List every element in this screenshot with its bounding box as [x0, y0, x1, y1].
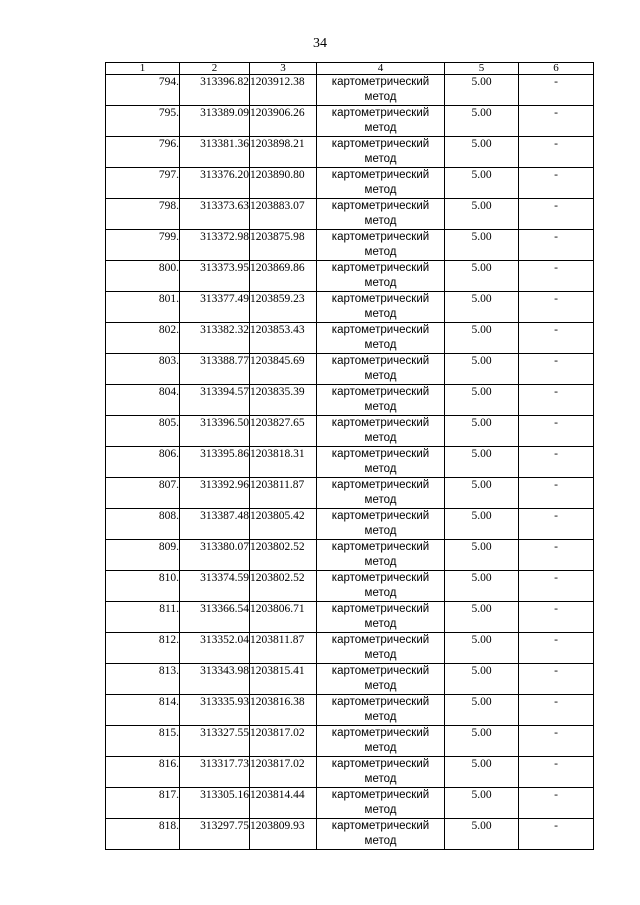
- table-row: [106, 695, 594, 726]
- accuracy-cell: 5.00: [445, 75, 519, 106]
- table-row: [106, 788, 594, 819]
- method-cell: картометрический метод: [317, 478, 445, 509]
- x-coordinate-cell: 313352.04: [180, 633, 250, 664]
- table-row: [106, 447, 594, 478]
- x-coordinate-cell: 313327.55: [180, 726, 250, 757]
- description-cell: -: [519, 757, 594, 788]
- point-number-cell: 802.: [106, 323, 180, 354]
- description-cell: -: [519, 416, 594, 447]
- method-cell: картометрический метод: [317, 199, 445, 230]
- y-coordinate-cell: 1203912.38: [250, 75, 317, 106]
- method-cell: картометрический метод: [317, 323, 445, 354]
- point-number-cell: 809.: [106, 540, 180, 571]
- y-coordinate-cell: 1203815.41: [250, 664, 317, 695]
- point-number-cell: 811.: [106, 602, 180, 633]
- point-number-cell: 800.: [106, 261, 180, 292]
- description-cell: -: [519, 509, 594, 540]
- y-coordinate-cell: 1203802.52: [250, 540, 317, 571]
- x-coordinate-cell: 313394.57: [180, 385, 250, 416]
- x-coordinate-cell: 313395.86: [180, 447, 250, 478]
- accuracy-cell: 5.00: [445, 602, 519, 633]
- point-number-cell: 808.: [106, 509, 180, 540]
- method-cell: картометрический метод: [317, 416, 445, 447]
- table-row: [106, 292, 594, 323]
- table-row: [106, 633, 594, 664]
- method-cell: картометрический метод: [317, 757, 445, 788]
- y-coordinate-cell: 1203806.71: [250, 602, 317, 633]
- description-cell: -: [519, 199, 594, 230]
- column-header-1: 1: [106, 63, 180, 75]
- method-cell: картометрический метод: [317, 75, 445, 106]
- y-coordinate-cell: 1203906.26: [250, 106, 317, 137]
- point-number-cell: 812.: [106, 633, 180, 664]
- description-cell: -: [519, 292, 594, 323]
- point-number-cell: 816.: [106, 757, 180, 788]
- x-coordinate-cell: 313382.32: [180, 323, 250, 354]
- point-number-cell: 803.: [106, 354, 180, 385]
- y-coordinate-cell: 1203802.52: [250, 571, 317, 602]
- y-coordinate-cell: 1203835.39: [250, 385, 317, 416]
- point-number-cell: 801.: [106, 292, 180, 323]
- description-cell: -: [519, 478, 594, 509]
- x-coordinate-cell: 313377.49: [180, 292, 250, 323]
- description-cell: -: [519, 261, 594, 292]
- method-cell: картометрический метод: [317, 137, 445, 168]
- point-number-cell: 814.: [106, 695, 180, 726]
- y-coordinate-cell: 1203875.98: [250, 230, 317, 261]
- point-number-cell: 813.: [106, 664, 180, 695]
- x-coordinate-cell: 313305.16: [180, 788, 250, 819]
- method-cell: картометрический метод: [317, 540, 445, 571]
- method-cell: картометрический метод: [317, 106, 445, 137]
- accuracy-cell: 5.00: [445, 478, 519, 509]
- x-coordinate-cell: 313396.50: [180, 416, 250, 447]
- accuracy-cell: 5.00: [445, 664, 519, 695]
- point-number-cell: 794.: [106, 75, 180, 106]
- table-row: [106, 75, 594, 106]
- point-number-cell: 818.: [106, 819, 180, 850]
- x-coordinate-cell: 313388.77: [180, 354, 250, 385]
- point-number-cell: 799.: [106, 230, 180, 261]
- accuracy-cell: 5.00: [445, 757, 519, 788]
- description-cell: -: [519, 230, 594, 261]
- column-header-5: 5: [445, 63, 519, 75]
- method-cell: картометрический метод: [317, 726, 445, 757]
- header-row: [106, 63, 594, 75]
- x-coordinate-cell: 313387.48: [180, 509, 250, 540]
- point-number-cell: 815.: [106, 726, 180, 757]
- y-coordinate-cell: 1203818.31: [250, 447, 317, 478]
- y-coordinate-cell: 1203814.44: [250, 788, 317, 819]
- table-row: [106, 323, 594, 354]
- point-number-cell: 804.: [106, 385, 180, 416]
- y-coordinate-cell: 1203869.86: [250, 261, 317, 292]
- table-row: [106, 726, 594, 757]
- column-header-6: 6: [519, 63, 594, 75]
- table-row: [106, 416, 594, 447]
- y-coordinate-cell: 1203817.02: [250, 726, 317, 757]
- method-cell: картометрический метод: [317, 230, 445, 261]
- method-cell: картометрический метод: [317, 571, 445, 602]
- description-cell: -: [519, 447, 594, 478]
- accuracy-cell: 5.00: [445, 354, 519, 385]
- point-number-cell: 796.: [106, 137, 180, 168]
- description-cell: -: [519, 695, 594, 726]
- accuracy-cell: 5.00: [445, 633, 519, 664]
- description-cell: -: [519, 633, 594, 664]
- table-row: [106, 571, 594, 602]
- description-cell: -: [519, 602, 594, 633]
- point-number-cell: 805.: [106, 416, 180, 447]
- y-coordinate-cell: 1203859.23: [250, 292, 317, 323]
- x-coordinate-cell: 313396.82: [180, 75, 250, 106]
- x-coordinate-cell: 313366.54: [180, 602, 250, 633]
- method-cell: картометрический метод: [317, 447, 445, 478]
- y-coordinate-cell: 1203845.69: [250, 354, 317, 385]
- point-number-cell: 817.: [106, 788, 180, 819]
- accuracy-cell: 5.00: [445, 292, 519, 323]
- x-coordinate-cell: 313297.75: [180, 819, 250, 850]
- accuracy-cell: 5.00: [445, 509, 519, 540]
- accuracy-cell: 5.00: [445, 106, 519, 137]
- column-header-3: 3: [250, 63, 317, 75]
- x-coordinate-cell: 313374.59: [180, 571, 250, 602]
- method-cell: картометрический метод: [317, 602, 445, 633]
- accuracy-cell: 5.00: [445, 230, 519, 261]
- accuracy-cell: 5.00: [445, 137, 519, 168]
- point-number-cell: 798.: [106, 199, 180, 230]
- point-number-cell: 810.: [106, 571, 180, 602]
- method-cell: картометрический метод: [317, 819, 445, 850]
- accuracy-cell: 5.00: [445, 416, 519, 447]
- point-number-cell: 795.: [106, 106, 180, 137]
- description-cell: -: [519, 571, 594, 602]
- description-cell: -: [519, 788, 594, 819]
- description-cell: -: [519, 354, 594, 385]
- y-coordinate-cell: 1203890.80: [250, 168, 317, 199]
- x-coordinate-cell: 313343.98: [180, 664, 250, 695]
- accuracy-cell: 5.00: [445, 540, 519, 571]
- method-cell: картометрический метод: [317, 509, 445, 540]
- x-coordinate-cell: 313381.36: [180, 137, 250, 168]
- coordinates-table: [105, 62, 594, 850]
- x-coordinate-cell: 313335.93: [180, 695, 250, 726]
- method-cell: картометрический метод: [317, 664, 445, 695]
- x-coordinate-cell: 313389.09: [180, 106, 250, 137]
- accuracy-cell: 5.00: [445, 788, 519, 819]
- point-number-cell: 807.: [106, 478, 180, 509]
- accuracy-cell: 5.00: [445, 695, 519, 726]
- accuracy-cell: 5.00: [445, 726, 519, 757]
- table-row: [106, 261, 594, 292]
- description-cell: -: [519, 664, 594, 695]
- y-coordinate-cell: 1203809.93: [250, 819, 317, 850]
- method-cell: картометрический метод: [317, 354, 445, 385]
- table-row: [106, 230, 594, 261]
- x-coordinate-cell: 313392.96: [180, 478, 250, 509]
- accuracy-cell: 5.00: [445, 447, 519, 478]
- y-coordinate-cell: 1203817.02: [250, 757, 317, 788]
- description-cell: -: [519, 323, 594, 354]
- accuracy-cell: 5.00: [445, 571, 519, 602]
- accuracy-cell: 5.00: [445, 261, 519, 292]
- description-cell: -: [519, 106, 594, 137]
- method-cell: картометрический метод: [317, 788, 445, 819]
- y-coordinate-cell: 1203853.43: [250, 323, 317, 354]
- x-coordinate-cell: 313373.63: [180, 199, 250, 230]
- x-coordinate-cell: 313317.73: [180, 757, 250, 788]
- method-cell: картометрический метод: [317, 168, 445, 199]
- table-row: [106, 385, 594, 416]
- point-number-cell: 806.: [106, 447, 180, 478]
- table-row: [106, 478, 594, 509]
- table-row: [106, 602, 594, 633]
- y-coordinate-cell: 1203805.42: [250, 509, 317, 540]
- table-row: [106, 819, 594, 850]
- description-cell: -: [519, 137, 594, 168]
- table-row: [106, 540, 594, 571]
- table-row: [106, 106, 594, 137]
- description-cell: -: [519, 385, 594, 416]
- page-number: 34: [313, 36, 327, 51]
- accuracy-cell: 5.00: [445, 199, 519, 230]
- description-cell: -: [519, 726, 594, 757]
- description-cell: -: [519, 540, 594, 571]
- table-row: [106, 199, 594, 230]
- table-row: [106, 757, 594, 788]
- method-cell: картометрический метод: [317, 695, 445, 726]
- method-cell: картометрический метод: [317, 385, 445, 416]
- table-row: [106, 664, 594, 695]
- y-coordinate-cell: 1203827.65: [250, 416, 317, 447]
- y-coordinate-cell: 1203883.07: [250, 199, 317, 230]
- accuracy-cell: 5.00: [445, 819, 519, 850]
- x-coordinate-cell: 313376.20: [180, 168, 250, 199]
- table-row: [106, 168, 594, 199]
- y-coordinate-cell: 1203811.87: [250, 633, 317, 664]
- y-coordinate-cell: 1203816.38: [250, 695, 317, 726]
- table-row: [106, 509, 594, 540]
- column-header-2: 2: [180, 63, 250, 75]
- description-cell: -: [519, 819, 594, 850]
- point-number-cell: 797.: [106, 168, 180, 199]
- accuracy-cell: 5.00: [445, 168, 519, 199]
- method-cell: картометрический метод: [317, 292, 445, 323]
- y-coordinate-cell: 1203898.21: [250, 137, 317, 168]
- method-cell: картометрический метод: [317, 261, 445, 292]
- x-coordinate-cell: 313373.95: [180, 261, 250, 292]
- column-header-4: 4: [317, 63, 445, 75]
- table-row: [106, 354, 594, 385]
- description-cell: -: [519, 75, 594, 106]
- table-header: [106, 63, 594, 75]
- method-cell: картометрический метод: [317, 633, 445, 664]
- x-coordinate-cell: 313372.98: [180, 230, 250, 261]
- table-row: [106, 137, 594, 168]
- accuracy-cell: 5.00: [445, 385, 519, 416]
- x-coordinate-cell: 313380.07: [180, 540, 250, 571]
- y-coordinate-cell: 1203811.87: [250, 478, 317, 509]
- table-body: [106, 75, 594, 850]
- description-cell: -: [519, 168, 594, 199]
- accuracy-cell: 5.00: [445, 323, 519, 354]
